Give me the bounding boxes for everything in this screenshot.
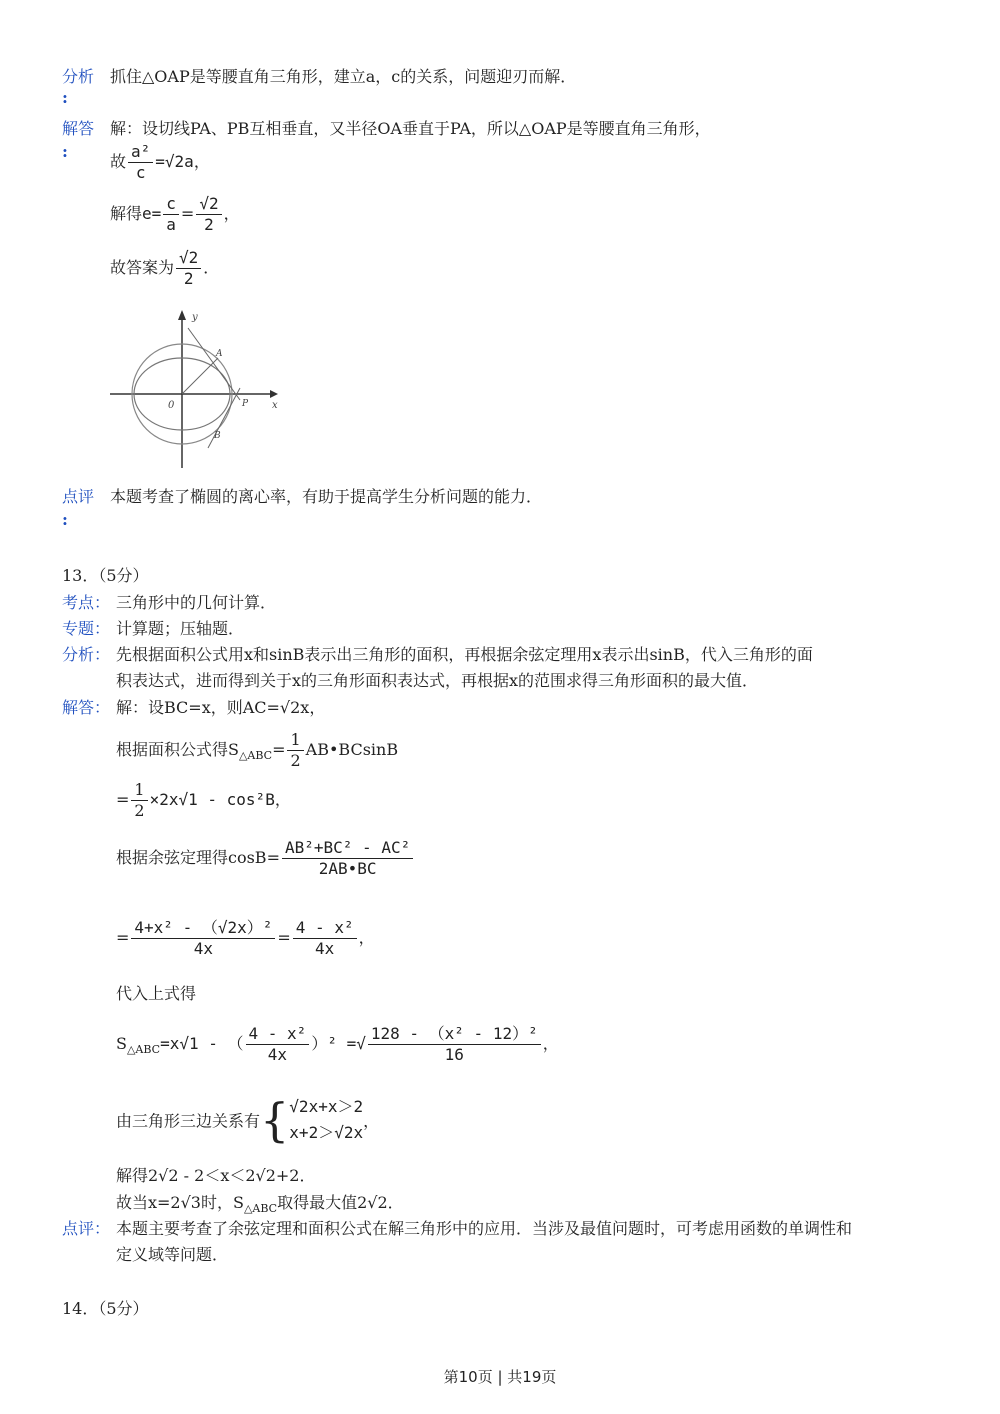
solution-line10 [116, 1190, 404, 1215]
solution-line2 [116, 730, 398, 771]
l2-sub: △ABC [238, 749, 273, 763]
eq1-den: c [135, 163, 146, 182]
colon-mark: : [62, 142, 68, 161]
l2-rest: AB•BCsinB [305, 740, 399, 759]
solution-line1: 解：设BC=x，则AC=√2x， [116, 698, 326, 717]
eq2-den: a [166, 215, 176, 234]
x-axis-arrow [270, 390, 278, 398]
comment-label: 点评 [62, 487, 95, 506]
eq3-den: 2 [183, 269, 194, 288]
label-p: P [242, 399, 249, 409]
tangent-pa [188, 328, 240, 400]
eq1-rhs: =√2a， [155, 152, 210, 171]
l7-prefix: S [116, 1034, 127, 1053]
l10-sub: △ABC [243, 1202, 278, 1216]
zhuanti-text: 计算题；压轴题． [116, 619, 245, 638]
equation-2: 解得e= $\frac{c}{a}$ = $\frac{√2}{2}$ ， [110, 194, 240, 234]
answer-line1: 解：设切线PA、PB互相垂直，又半径OA垂直于PA，所以△OAP是等腰直角三角形， [110, 119, 711, 138]
inequality-system [289, 1094, 363, 1146]
eq2-num: c [163, 194, 179, 215]
l10-a: 故当x=2√3时，S [116, 1193, 244, 1212]
eq1-prefix: 故 [110, 152, 127, 171]
equation-1 [110, 142, 210, 183]
eq3-prefix: 故答案为 [110, 258, 175, 277]
l5-suffix: ， [358, 928, 375, 947]
l2-eq: = [272, 740, 286, 759]
l7-fraction-1 [246, 1024, 310, 1065]
l5-num2: 4 - x² [293, 918, 357, 939]
l5-den: 4x [193, 939, 214, 958]
eq3-suffix: ． [203, 258, 220, 277]
dianping-line1: 本题主要考查了余弦定理和面积公式在解三角形中的应用．当涉及最值问题时，可考虑用函数的单调性和 [116, 1219, 853, 1238]
analysis-label: 分析 [62, 67, 95, 86]
l2-den: 2 [290, 751, 301, 770]
l7-b: ）² =√ [311, 1034, 366, 1053]
l4-prefix: 根据余弦定理得cosB= [116, 848, 280, 867]
eq2-suffix: ， [223, 204, 240, 223]
l5-eq2: = [277, 928, 291, 947]
label-b: B [214, 431, 221, 441]
solution-line4 [116, 838, 415, 879]
analysis-text: 抓住△OAP是等腰直角三角形，建立a，c的关系，问题迎刃而解． [110, 67, 577, 86]
l7-num: 4 - x² [246, 1024, 310, 1045]
dianping-label: 点评： [62, 1219, 111, 1238]
l7-num2: 128 - （x² - 12）² [368, 1024, 541, 1045]
l7-sub: △ABC [126, 1043, 161, 1057]
solution-line6: 代入上式得 [116, 984, 197, 1003]
l8-row1: √2x+x＞2 [289, 1097, 364, 1116]
y-axis-arrow [178, 310, 186, 320]
label-a: A [216, 349, 223, 359]
label-x: x [272, 400, 278, 411]
eq1-fraction [128, 142, 153, 183]
comment-text: 本题考查了椭圆的离心率，有助于提高学生分析问题的能力． [110, 487, 543, 506]
label-y: y [192, 312, 198, 323]
question-14-header: 14．（5分） [62, 1299, 149, 1318]
l7-a: =x√1 - （ [160, 1034, 244, 1053]
brace: { [260, 1093, 290, 1147]
l8-row2: x+2＞√2x [289, 1123, 364, 1142]
eq2-den2: 2 [204, 215, 214, 234]
colon-mark: : [62, 88, 68, 107]
tangent-pb [208, 388, 240, 448]
fenxi-line2: 积表达式，进而得到关于x的三角形面积表达式，再根据x的范围求得三角形面积的最大值． [116, 671, 759, 690]
l3-eq: = [116, 790, 130, 809]
jieda-label: 解答： [62, 698, 111, 717]
l2-fraction [287, 730, 303, 771]
l8-suffix: ， [363, 1111, 380, 1131]
page-footer: 第10页 | 共19页 [443, 1368, 557, 1386]
l2-prefix: 根据面积公式得S [116, 740, 239, 759]
fenxi-label: 分析： [62, 645, 111, 664]
dianping-line2: 定义域等问题． [116, 1245, 229, 1264]
eq2-e: e= [142, 204, 162, 223]
l7-suffix: ， [542, 1034, 559, 1053]
colon-mark: : [62, 510, 68, 529]
solution-line3 [116, 780, 291, 821]
l8-prefix: 由三角形三边关系有 [116, 1111, 261, 1131]
l10-b: 取得最大值2√2． [277, 1193, 404, 1212]
l7-den: 4x [267, 1045, 288, 1064]
fenxi-line1: 先根据面积公式用x和sinB表示出三角形的面积，再根据余弦定理用x表示出sinB，代入三角形的面 [116, 645, 813, 664]
solution-line8 [116, 1094, 379, 1146]
solution-line5 [116, 918, 375, 959]
eq2-fraction-2 [196, 194, 221, 235]
equation-3 [110, 248, 219, 289]
eq3-num: √2 [176, 248, 201, 269]
l2-num: 1 [287, 730, 303, 751]
eq1-num: a² [128, 142, 153, 163]
solution-line9: 解得2√2 - 2＜x＜2√2+2． [116, 1166, 316, 1185]
eq3-fraction [176, 248, 201, 289]
l7-fraction-2 [368, 1024, 541, 1065]
radius-oa [182, 358, 218, 394]
zhuanti-label: 专题： [62, 619, 111, 638]
l5-den2: 4x [315, 939, 335, 958]
kaodian-text: 三角形中的几何计算． [116, 593, 277, 612]
l4-num: AB²+BC² - AC² [282, 838, 413, 859]
l5-fraction-2 [293, 918, 357, 959]
l4-den: 2AB•BC [318, 859, 377, 878]
l3-den: 2 [134, 801, 145, 820]
answer-label: 解答 [62, 119, 95, 138]
question-13-header: 13．（5分） [62, 566, 149, 585]
label-o: 0 [168, 400, 175, 411]
l3-fraction [131, 780, 147, 821]
eq2-num2: √2 [196, 194, 221, 215]
l5-fraction-1 [131, 918, 275, 959]
l5-eq: = [116, 928, 130, 947]
l5-num: 4+x² - （√2x）² [131, 918, 275, 939]
eq2-prefix: 解得 [110, 204, 143, 223]
kaodian-label: 考点： [62, 593, 111, 612]
l3-num: 1 [131, 780, 147, 801]
l4-fraction [282, 838, 413, 879]
solution-line7 [116, 1024, 559, 1065]
ellipse-figure [110, 308, 290, 472]
eq2-fraction-1 [163, 194, 179, 235]
l3-rest: ×2x√1 - cos²B， [149, 790, 291, 809]
l7-den2: 16 [444, 1045, 464, 1064]
